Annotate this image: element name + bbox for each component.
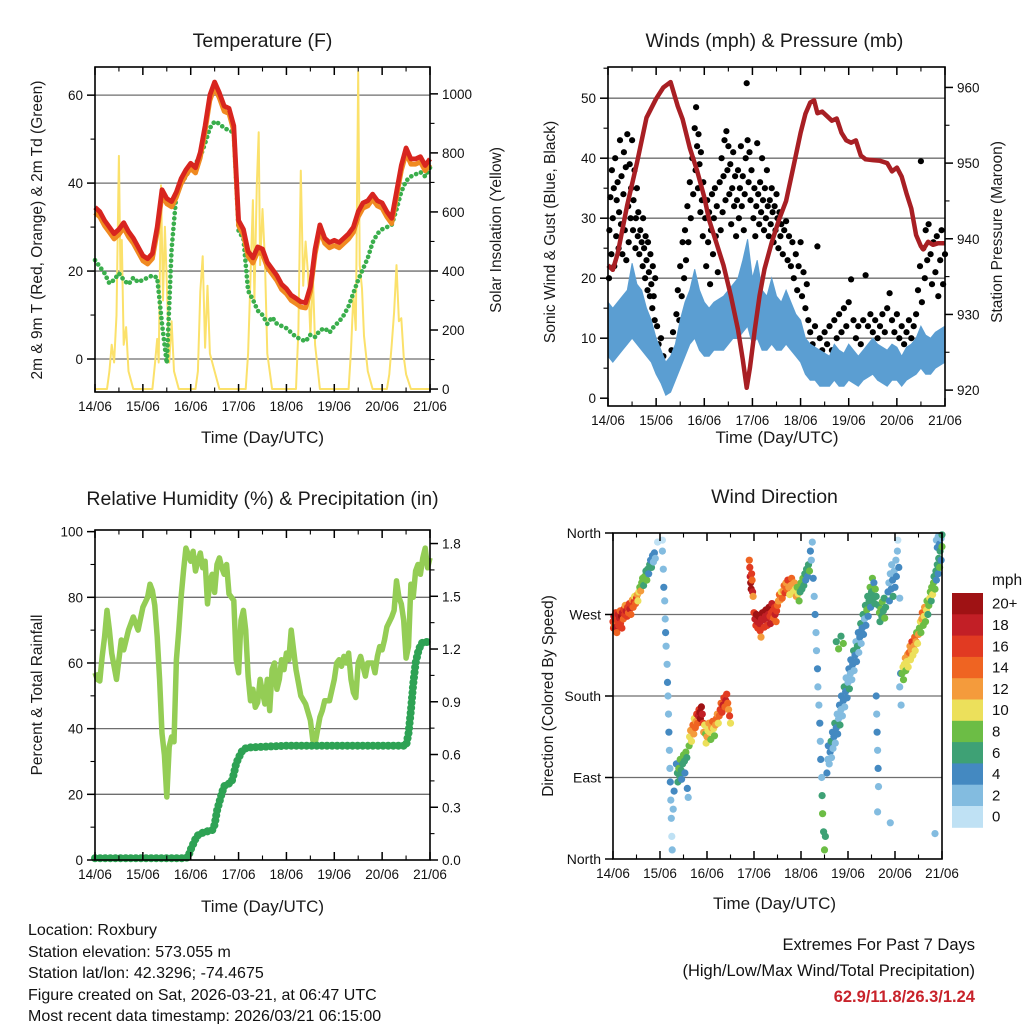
colorbar-label: 18 bbox=[992, 616, 1009, 634]
x-tick-label: 16/06 bbox=[173, 399, 208, 414]
x-tick-label: 19/06 bbox=[831, 413, 866, 428]
wind-direction-x-axis-label: Time (Day/UTC) bbox=[712, 894, 837, 913]
colorbar-label: 0 bbox=[992, 808, 1001, 826]
y-tick-label: 0.6 bbox=[442, 747, 461, 763]
temperature-chart-title: Temperature (F) bbox=[192, 30, 333, 52]
y-tick-label: 80 bbox=[67, 590, 83, 606]
x-tick-label: 18/06 bbox=[784, 866, 818, 881]
colorbar-swatch bbox=[952, 678, 983, 700]
colorbar-swatch bbox=[952, 785, 983, 807]
temperature-x-axis-label: Time (Day/UTC) bbox=[200, 428, 325, 447]
x-tick-label: 20/06 bbox=[879, 413, 914, 428]
y-tick-label: 1000 bbox=[442, 86, 473, 102]
y-tick-label: 20 bbox=[67, 264, 83, 280]
x-tick-label: 20/06 bbox=[365, 867, 400, 882]
temperature-2m bbox=[95, 82, 430, 303]
x-tick-label: 17/06 bbox=[221, 399, 256, 414]
relative-humidity bbox=[95, 548, 430, 797]
x-tick-label: 14/06 bbox=[591, 413, 625, 428]
x-tick-label: 19/06 bbox=[317, 867, 352, 882]
timestamp-line: Most recent data timestamp: 2026/03/21 06:15:00 bbox=[28, 1008, 382, 1024]
colorbar-label: 2 bbox=[992, 787, 1001, 805]
x-tick-label: 21/06 bbox=[928, 413, 962, 428]
latlon-line: Station lat/lon: 42.3296; -74.4675 bbox=[28, 965, 264, 982]
elevation-line: Station elevation: 573.055 m bbox=[28, 943, 231, 961]
dewpoint-2m bbox=[95, 122, 430, 364]
y-tick-label: 0 bbox=[75, 853, 83, 868]
x-tick-label: 16/06 bbox=[690, 866, 724, 881]
created-line: Figure created on Sat, 2026-03-21, at 06:47 UTC bbox=[28, 986, 377, 1004]
x-tick-label: 15/06 bbox=[643, 866, 677, 881]
y-tick-label: South bbox=[564, 688, 601, 704]
y-tick-label: 960 bbox=[957, 80, 980, 96]
y-tick-label: East bbox=[572, 769, 601, 786]
x-tick-label: 14/06 bbox=[596, 866, 630, 881]
extremes-title: Extremes For Past 7 Days bbox=[782, 936, 975, 954]
x-tick-label: 15/06 bbox=[639, 413, 674, 428]
y-tick-label: 60 bbox=[67, 655, 83, 671]
x-tick-label: 18/06 bbox=[269, 867, 304, 882]
y-tick-label: 920 bbox=[957, 383, 980, 399]
y-tick-label: 0.3 bbox=[442, 800, 461, 816]
extremes-summary bbox=[682, 932, 975, 1010]
x-tick-label: 21/06 bbox=[413, 867, 447, 882]
y-tick-label: 800 bbox=[442, 145, 465, 161]
y-tick-label: 940 bbox=[957, 231, 980, 247]
y-tick-label: 0.9 bbox=[442, 694, 461, 710]
x-tick-label: 18/06 bbox=[269, 399, 304, 414]
sonic-wind-band bbox=[608, 239, 945, 395]
winds-pressure-chart-title: Winds (mph) & Pressure (mb) bbox=[645, 30, 904, 52]
colorbar-swatch bbox=[952, 742, 983, 764]
total-rainfall bbox=[95, 642, 430, 858]
wind-direction-chart-title: Wind Direction bbox=[711, 486, 838, 508]
wind-direction-chart-canvas bbox=[512, 460, 1024, 920]
y-tick-label: 40 bbox=[580, 151, 596, 167]
colorbar-swatch bbox=[952, 657, 983, 679]
x-tick-label: 16/06 bbox=[173, 867, 208, 882]
colorbar-label: 14 bbox=[992, 659, 1009, 677]
x-tick-label: 20/06 bbox=[365, 399, 400, 414]
x-tick-label: 19/06 bbox=[317, 399, 352, 414]
y-tick-label: 0.0 bbox=[442, 853, 461, 868]
y-tick-label: 200 bbox=[442, 323, 465, 339]
x-tick-label: 14/06 bbox=[78, 399, 112, 414]
wind-direction-by-speed bbox=[609, 531, 945, 853]
temperature-9m bbox=[95, 87, 430, 308]
x-tick-label: 16/06 bbox=[687, 413, 722, 428]
y-tick-label: 20 bbox=[580, 271, 596, 287]
y-tick-label: 60 bbox=[67, 88, 83, 104]
x-tick-label: 19/06 bbox=[831, 866, 865, 881]
x-tick-label: 17/06 bbox=[221, 867, 256, 882]
x-tick-label: 17/06 bbox=[735, 413, 770, 428]
colorbar-label: 12 bbox=[992, 680, 1009, 698]
x-tick-label: 15/06 bbox=[125, 867, 160, 882]
colorbar-swatch bbox=[952, 700, 983, 722]
direction-axis-label: Direction (Colored By Speed) bbox=[540, 595, 557, 797]
x-tick-label: 20/06 bbox=[878, 866, 912, 881]
x-tick-label: 21/06 bbox=[413, 399, 447, 414]
colorbar-swatch bbox=[952, 614, 983, 636]
winds-pressure-chart-canvas bbox=[512, 0, 1024, 460]
x-tick-label: 17/06 bbox=[737, 866, 771, 881]
station-info-footer bbox=[28, 920, 381, 1024]
colorbar-swatch bbox=[952, 763, 983, 785]
y-tick-label: 950 bbox=[957, 156, 980, 172]
y-tick-label: 10 bbox=[580, 331, 596, 347]
solar-insolation bbox=[95, 72, 430, 389]
y-tick-label: 40 bbox=[67, 721, 83, 737]
colorbar-label: 20+ bbox=[992, 595, 1018, 613]
colorbar-label: 6 bbox=[992, 744, 1001, 762]
y-tick-label: 0 bbox=[442, 382, 450, 398]
location-line: Location: Roxbury bbox=[28, 922, 157, 939]
y-tick-label: 0 bbox=[588, 391, 596, 407]
extremes-values: 62.9/11.8/26.3/1.24 bbox=[833, 988, 975, 1006]
colorbar-label: 8 bbox=[992, 723, 1001, 741]
y-tick-label: 100 bbox=[60, 524, 83, 540]
humidity-precip-chart-canvas bbox=[0, 460, 512, 920]
y-tick-label: 1.5 bbox=[442, 589, 461, 605]
x-tick-label: 14/06 bbox=[78, 867, 112, 882]
y-tick-label: 930 bbox=[957, 307, 980, 323]
wind-gust-left-axis-label: Sonic Wind & Gust (Blue, Black) bbox=[542, 120, 559, 344]
colorbar-label: 4 bbox=[992, 766, 1001, 784]
humidity-precip-chart-title: Relative Humidity (%) & Precipitation (in) bbox=[86, 488, 439, 510]
colorbar-swatch bbox=[952, 636, 983, 658]
y-tick-label: 1.2 bbox=[442, 642, 461, 658]
colorbar-swatch bbox=[952, 721, 983, 743]
extremes-subtitle: (High/Low/Max Wind/Total Precipitation) bbox=[682, 962, 975, 980]
x-tick-label: 15/06 bbox=[125, 399, 160, 414]
temperature-left-axis-label: 2m & 9m T (Red, Orange) & 2m Td (Green) bbox=[29, 80, 46, 380]
speed-colorbar bbox=[952, 572, 1022, 828]
temperature-chart-canvas bbox=[0, 0, 512, 460]
y-tick-label: 600 bbox=[442, 204, 465, 220]
y-tick-label: 30 bbox=[580, 211, 596, 227]
y-tick-label: West bbox=[569, 606, 601, 623]
y-tick-label: 50 bbox=[580, 91, 596, 107]
colorbar-title: mph bbox=[992, 572, 1023, 589]
winds-x-axis-label: Time (Day/UTC) bbox=[715, 428, 839, 447]
humidity-x-axis-label: Time (Day/UTC) bbox=[200, 897, 325, 916]
colorbar-swatch bbox=[952, 593, 983, 615]
colorbar-label: 10 bbox=[992, 702, 1009, 720]
colorbar-label: 16 bbox=[992, 638, 1009, 656]
solar-right-axis-label: Solar Insolation (Yellow) bbox=[488, 147, 505, 313]
y-tick-label: 400 bbox=[442, 263, 465, 279]
x-tick-label: 18/06 bbox=[783, 413, 818, 428]
y-tick-label: 1.8 bbox=[442, 536, 461, 552]
y-tick-label: 0 bbox=[75, 352, 83, 368]
pressure-right-axis-label: Station Pressure (Maroon) bbox=[989, 141, 1006, 323]
y-tick-label: North bbox=[566, 851, 601, 867]
y-tick-label: North bbox=[566, 525, 601, 541]
y-tick-label: 40 bbox=[67, 176, 83, 192]
percent-rainfall-axis-label: Percent & Total Rainfall bbox=[29, 614, 46, 776]
x-tick-label: 21/06 bbox=[925, 866, 959, 881]
colorbar-swatch bbox=[952, 806, 983, 828]
y-tick-label: 20 bbox=[67, 787, 83, 803]
